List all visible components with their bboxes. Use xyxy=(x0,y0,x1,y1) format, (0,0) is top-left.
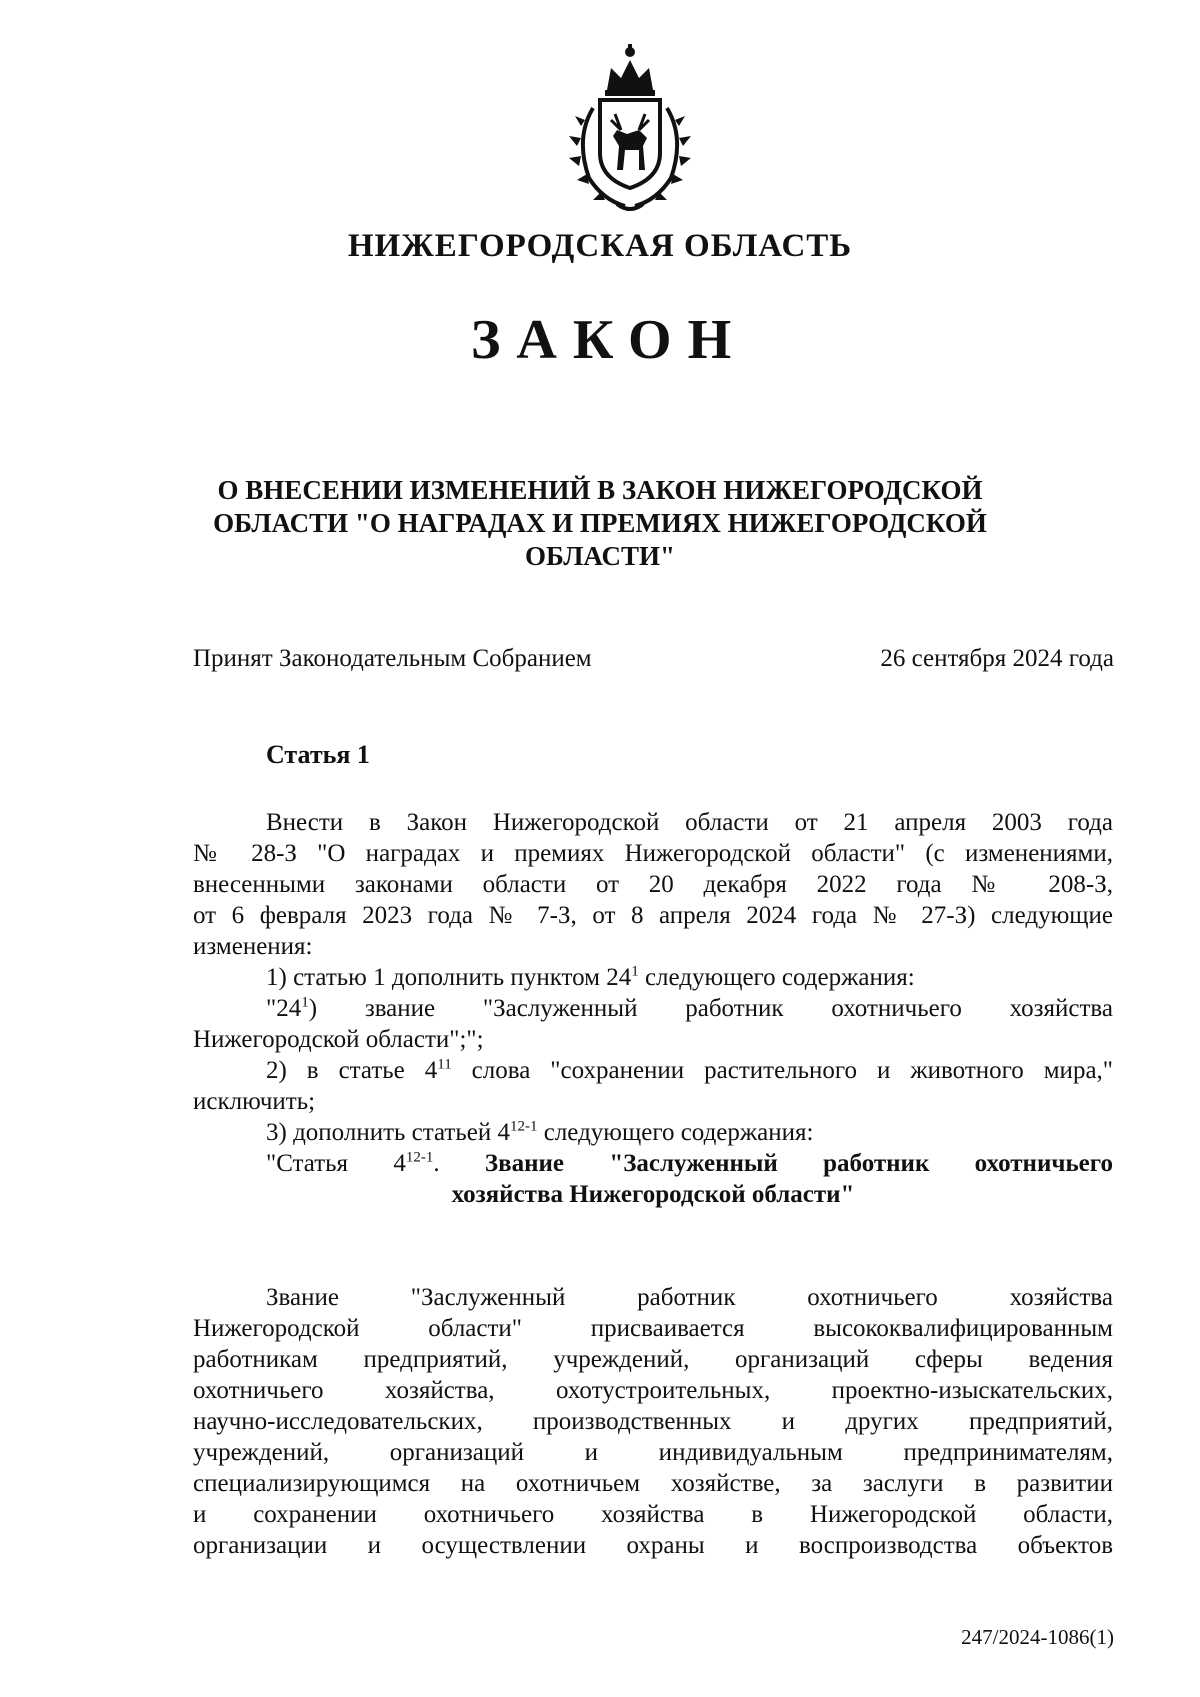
paragraph-line: учреждений, организаций и индивидуальным предпринимателям, xyxy=(193,1439,1113,1466)
intro-line: Внести в Закон Нижегородской области от 21 апреля 2003 года xyxy=(266,809,1113,836)
paragraph-line: охотничьего хозяйства, охотустроительных, проектно-изыскательских, xyxy=(193,1377,1113,1404)
paragraph-line: Звание "Заслуженный работник охотничьего хозяйства xyxy=(266,1284,1113,1311)
paragraph-line: работникам предприятий, учреждений, организаций сферы ведения xyxy=(193,1346,1113,1373)
amendment-item-1-quote-cont: Нижегородской области";"; xyxy=(193,1026,484,1053)
intro-line: от 6 февраля 2023 года № 7-З, от 8 апреля 2024 года № 27-З) следующие xyxy=(193,902,1113,929)
law-title xyxy=(200,474,1000,573)
paragraph-line: Нижегородской области" присваивается высококвалифицированным xyxy=(193,1315,1113,1342)
intro-line: изменения: xyxy=(193,933,313,960)
law-title-line: ОБЛАСТИ" xyxy=(525,541,675,571)
new-article-heading: "Статья 4$^{12-1}$. Звание "Заслуженный работник охотничьего xyxy=(266,1149,1113,1177)
document-type: ЗАКОН xyxy=(470,309,748,371)
article-intro xyxy=(193,807,1113,1210)
adoption-body: Принят Законодательным Собранием xyxy=(193,645,592,672)
paragraph-line: организации и осуществлении охраны и воспроизводства объектов xyxy=(193,1532,1113,1559)
new-article-paragraph xyxy=(193,1282,1113,1561)
amendment-item-1: 1) статью 1 дополнить пунктом $24^1$ следующего содержания: xyxy=(266,963,915,991)
paragraph-line: специализирующимся на охотничьем хозяйстве, за заслуги в развитии xyxy=(193,1470,1113,1497)
article-heading: Статья 1 xyxy=(266,740,370,769)
amendment-item-2-cont: исключить; xyxy=(193,1088,316,1115)
law-title-line: О ВНЕСЕНИИ ИЗМЕНЕНИЙ В ЗАКОН НИЖЕГОРОДСКОЙ xyxy=(217,475,983,505)
intro-line: № 28-З "О наградах и премиях Нижегородской области" (с изменениями, xyxy=(193,840,1113,867)
law-title-line: ОБЛАСТИ "О НАГРАДАХ И ПРЕМИЯХ НИЖЕГОРОДСКОЙ xyxy=(213,508,987,538)
amendment-item-1-quote: "$24^1$) звание "Заслуженный работник охотничьего хозяйства xyxy=(266,994,1113,1022)
amendment-item-2: 2) в статье $4^{11}$ слова "сохранении растительного и животного мира," xyxy=(266,1056,1113,1084)
region-name: НИЖЕГОРОДСКАЯ ОБЛАСТЬ xyxy=(347,228,853,264)
new-article-heading-cont: хозяйства Нижегородской области" xyxy=(451,1181,855,1208)
adoption-date: 26 сентября 2024 года xyxy=(880,645,1114,672)
intro-line: внесенными законами области от 20 декабря 2022 года № 208-З, xyxy=(193,871,1113,898)
paragraph-line: и сохранении охотничьего хозяйства в Нижегородской области, xyxy=(193,1501,1113,1528)
document-number: 247/2024-1086(1) xyxy=(961,1625,1114,1649)
paragraph-line: научно-исследовательских, производственных и других предприятий, xyxy=(193,1408,1113,1435)
amendment-item-3: 3) дополнить статьей 4$^{12-1}$ следующего содержания: xyxy=(266,1118,814,1146)
coat-of-arms-icon xyxy=(555,38,705,216)
